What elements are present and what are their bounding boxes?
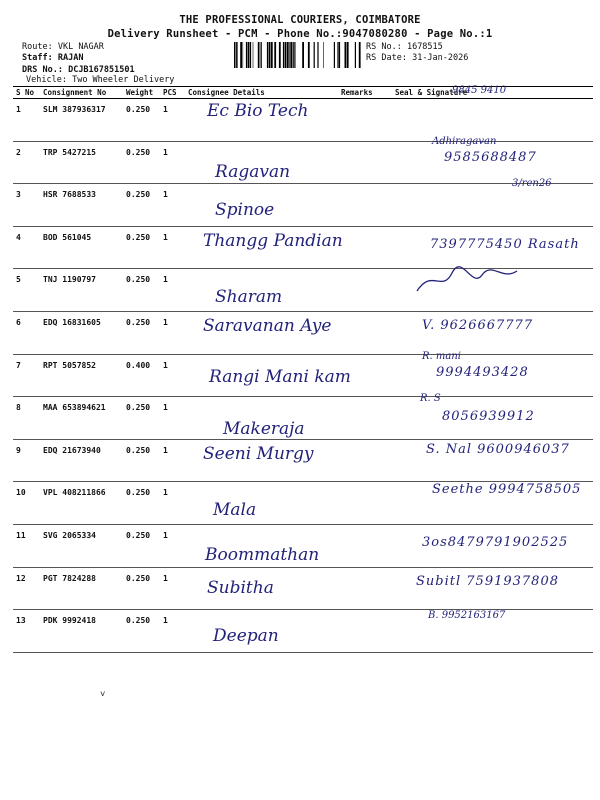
row-signature-text: R. S [420, 393, 441, 405]
row-weight: 0.250 [123, 439, 160, 482]
row-consignee-cell [185, 99, 338, 142]
row-sno: 9 [13, 439, 40, 482]
row-signature-cell [392, 350, 593, 397]
row-sno: 2 [13, 141, 40, 184]
row-weight: 0.250 [123, 397, 160, 440]
row-sno: 7 [13, 354, 40, 397]
row-consignee-handwritten: Rangi Mani kam [209, 366, 351, 387]
row-consignee-handwritten: Subitha [207, 577, 274, 598]
row-signature-phone: 9585688487 [444, 149, 537, 165]
row-consignee-cell [185, 354, 351, 397]
row-consignee-cell [185, 141, 338, 184]
row-signature-text: 9845 9410 [452, 85, 507, 96]
row-weight: 0.250 [123, 524, 160, 567]
row-remarks [338, 397, 392, 440]
row-remarks [338, 567, 392, 610]
row-signature-cell [392, 482, 593, 525]
rs-no-value: 1678515 [406, 42, 443, 52]
row-weight: 0.250 [123, 141, 160, 184]
row-consignee-cell [185, 567, 338, 610]
vehicle-label: Vehicle: [26, 75, 67, 85]
row-pcs: 1 [160, 184, 185, 227]
row-consignee-cell [185, 269, 338, 312]
row-weight: 0.250 [123, 99, 160, 142]
table-row [13, 184, 593, 227]
table-row [13, 567, 593, 610]
row-consignee-handwritten: Saravanan Aye [203, 315, 332, 336]
row-signature-text: 7397775450 Rasath [430, 236, 580, 252]
row-consignment-no: HSR 7688533 [40, 184, 123, 227]
row-signature-cell [392, 135, 593, 184]
rs-no-label: RS No.: [366, 42, 402, 52]
col-sno: S No [13, 87, 40, 99]
row-signature-phone: 9994493428 [436, 364, 529, 380]
row-weight: 0.400 [123, 354, 160, 397]
row-sno: 3 [13, 184, 40, 227]
row-signature-text: R. mani [422, 350, 461, 362]
row-consignment-no: PGT 7824288 [40, 567, 123, 610]
table-row [13, 99, 593, 142]
runsheet-subtitle: Delivery Runsheet - PCM - Phone No.:9047080280 - Page No.:1 [107, 28, 493, 40]
row-sno: 6 [13, 311, 40, 354]
row-pcs: 1 [160, 141, 185, 184]
col-consignee: Consignee Details [185, 87, 338, 99]
row-remarks [338, 482, 392, 525]
row-consignee-cell [185, 524, 338, 567]
row-signature-text: Seethe 9994758505 [432, 482, 582, 498]
row-signature-text: Subitl 7591937808 [416, 573, 559, 589]
table-row [13, 311, 593, 354]
row-signature-cell [392, 567, 593, 610]
row-remarks [338, 311, 392, 354]
row-pcs: 1 [160, 226, 185, 269]
row-signature-text: S. Nal 9600946037 [426, 441, 570, 457]
row-consignee-cell [185, 482, 338, 525]
row-consignment-no: VPL 408211866 [40, 482, 123, 525]
row-consignee-cell [185, 610, 338, 653]
row-signature-text: B. 9952163167 [428, 610, 506, 622]
table-row [13, 439, 593, 482]
rs-date-value: 31-Jan-2026 [412, 53, 469, 63]
row-pcs: 1 [160, 567, 185, 610]
route-value: VKL NAGAR [57, 42, 104, 52]
row-signature-phone: 8056939912 [442, 409, 535, 425]
row-consignment-no: TRP 5427215 [40, 141, 123, 184]
row-signature-cell [392, 178, 593, 227]
row-signature-text: 3os8479791902525 [422, 534, 569, 550]
row-pcs: 1 [160, 354, 185, 397]
table-row [13, 397, 593, 440]
row-signature-cell [392, 610, 593, 653]
row-consignment-no: MAA 653894621 [40, 397, 123, 440]
row-signature-cell [392, 439, 593, 482]
staff-value: RAJAN [57, 53, 84, 63]
row-consignee-handwritten: Sharam [215, 287, 283, 308]
row-consignee-handwritten: Mala [213, 500, 257, 521]
row-remarks [338, 524, 392, 567]
row-sno: 1 [13, 99, 40, 142]
row-weight: 0.250 [123, 311, 160, 354]
row-consignee-handwritten: Ec Bio Tech [207, 101, 309, 121]
row-consignment-no: EDQ 21673940 [40, 439, 123, 482]
row-consignee-cell [185, 439, 338, 482]
table-row [13, 610, 593, 653]
row-consignment-no: PDK 9992418 [40, 610, 123, 653]
row-weight: 0.250 [123, 610, 160, 653]
row-consignment-no: RPT 5057852 [40, 354, 123, 397]
table-row [13, 524, 593, 567]
row-consignment-no: BOD 561045 [40, 226, 123, 269]
col-consignment: Consignment No [40, 87, 123, 99]
row-sno: 13 [13, 610, 40, 653]
runsheet-table [13, 86, 593, 653]
staff-line [22, 53, 83, 63]
col-remarks: Remarks [338, 87, 392, 99]
row-consignee-handwritten: Deepan [213, 626, 279, 647]
col-signature: Seal & Signature [392, 87, 593, 99]
row-consignment-no: EDQ 16831605 [40, 311, 123, 354]
row-remarks [338, 184, 392, 227]
row-pcs: 1 [160, 99, 185, 142]
row-weight: 0.250 [123, 482, 160, 525]
row-sno: 4 [13, 226, 40, 269]
col-weight: Weight [123, 87, 160, 99]
row-weight: 0.250 [123, 567, 160, 610]
row-signature-text: 3/ren26 [512, 178, 552, 190]
table-row [13, 482, 593, 525]
row-consignee-handwritten: Spinoe [215, 200, 275, 221]
route-line [22, 42, 104, 52]
vehicle-line [26, 75, 174, 85]
row-consignee-cell [185, 184, 338, 227]
col-pcs: PCS [160, 87, 185, 99]
drs-label: DRS No.: [22, 65, 63, 75]
row-pcs: 1 [160, 439, 185, 482]
row-pcs: 1 [160, 269, 185, 312]
vehicle-value: Two Wheeler Delivery [72, 75, 175, 85]
row-sno: 8 [13, 397, 40, 440]
barcode-image [234, 42, 362, 68]
row-sno: 10 [13, 482, 40, 525]
row-pcs: 1 [160, 610, 185, 653]
drs-value: DCJB167851501 [68, 65, 135, 75]
row-consignee-handwritten: Boommathan [205, 544, 320, 565]
row-consignee-handwritten: Seeni Murgy [203, 443, 314, 464]
row-remarks [338, 269, 392, 312]
row-remarks [338, 99, 392, 142]
row-weight: 0.250 [123, 184, 160, 227]
table-row [13, 141, 593, 184]
row-pcs: 1 [160, 524, 185, 567]
row-signature-cell [392, 269, 593, 312]
row-pcs: 1 [160, 397, 185, 440]
company-title: THE PROFESSIONAL COURIERS, COIMBATORE [179, 14, 421, 26]
row-consignee-handwritten: Thangg Pandian [203, 230, 343, 251]
staff-label: Staff: [22, 53, 53, 63]
rs-date-label: RS Date: [366, 53, 407, 63]
row-consignee-handwritten: Makeraja [223, 419, 305, 440]
row-sno: 5 [13, 269, 40, 312]
row-consignment-no: SLM 387936317 [40, 99, 123, 142]
row-signature-cell [392, 524, 593, 567]
table-row [13, 354, 593, 397]
row-sno: 11 [13, 524, 40, 567]
row-pcs: 1 [160, 311, 185, 354]
route-label: Route: [22, 42, 53, 52]
drs-line [22, 65, 135, 75]
row-remarks [338, 141, 392, 184]
row-signature-text: V. 9626667777 [422, 317, 534, 333]
row-consignment-no: SVG 2065334 [40, 524, 123, 567]
row-consignee-handwritten: Ragavan [215, 161, 291, 182]
row-consignment-no: TNJ 1190797 [40, 269, 123, 312]
row-remarks [338, 439, 392, 482]
row-weight: 0.250 [123, 269, 160, 312]
rs-date-line [366, 53, 468, 63]
row-remarks [338, 226, 392, 269]
rs-no-line [366, 42, 443, 52]
row-consignee-cell [185, 397, 338, 440]
row-weight: 0.250 [123, 226, 160, 269]
row-consignee-cell [185, 311, 338, 354]
row-signature-text: Adhiragavan [432, 135, 497, 147]
signature-scribble-icon [412, 263, 522, 297]
row-consignee-cell [185, 226, 343, 269]
table-row [13, 269, 593, 312]
row-sno: 12 [13, 567, 40, 610]
stray-mark: ˅ [100, 690, 106, 700]
row-remarks [338, 610, 392, 653]
row-signature-cell [392, 311, 593, 354]
row-pcs: 1 [160, 482, 185, 525]
row-signature-cell [392, 393, 593, 440]
